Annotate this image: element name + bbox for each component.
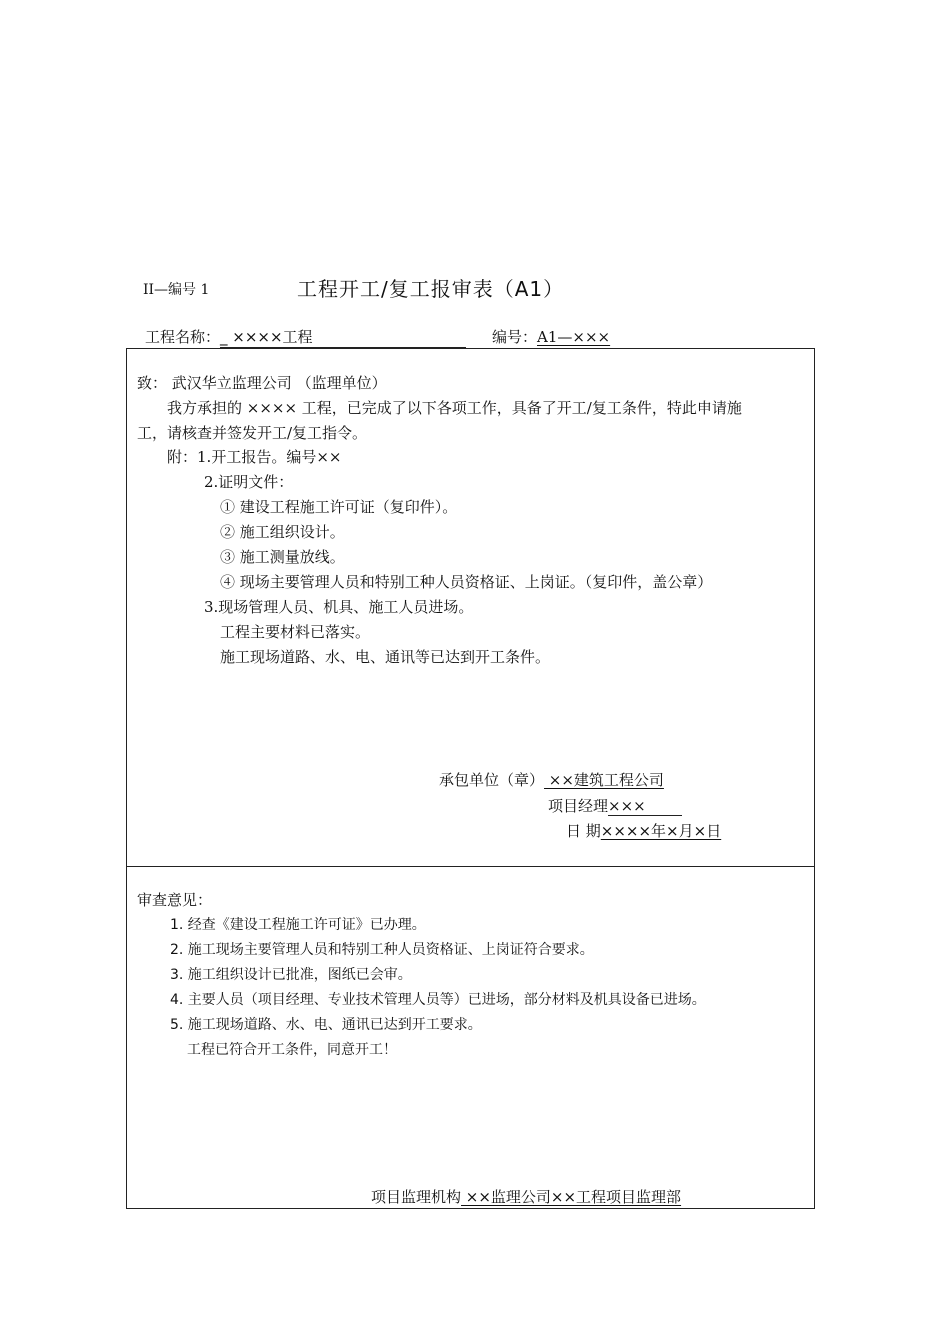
form-title: 工程开工/复工报审表（A1） [297, 277, 565, 301]
review-item-2: 2. 施工现场主要管理人员和特别工种人员资格证、上岗证符合要求。 [170, 942, 594, 958]
date-label: 日 期 [566, 822, 601, 840]
attachment-label: 附： [167, 448, 198, 466]
application-body-line1: 我方承担的 ×××× 工程，已完成了以下各项工作，具备了开工/复工条件，特此申请施 [167, 399, 742, 417]
addressee-label: 致： [137, 374, 168, 392]
attachment-3-line3: 施工现场道路、水、电、通讯等已达到开工条件。 [220, 648, 551, 666]
attachment-1: 1.开工报告。编号×× [197, 448, 342, 466]
form-number-value: A1—××× [537, 328, 611, 346]
contractor-value: ××建筑工程公司 [544, 771, 664, 789]
proof-item-2: ② 施工组织设计。 [220, 523, 345, 541]
review-item-3: 3. 施工组织设计已批准，图纸已会审。 [170, 967, 412, 983]
project-name-value: _ ××××工程 [220, 326, 466, 348]
date-row [566, 820, 721, 841]
manager-row [548, 795, 682, 816]
form-number-label: 编号： [492, 328, 538, 346]
attachment-2: 2.证明文件： [204, 473, 294, 491]
contractor-label: 承包单位（章） [439, 771, 545, 789]
review-item-4: 4. 主要人员（项目经理、专业技术管理人员等）已进场，部分材料及机具设备已进场。 [170, 992, 706, 1008]
addressee-row [137, 372, 387, 393]
attachment-3-line2: 工程主要材料已落实。 [220, 623, 371, 641]
review-item-1: 1. 经查《建设工程施工许可证》已办理。 [170, 917, 426, 933]
proof-item-3: ③ 施工测量放线。 [220, 548, 345, 566]
project-name-row [145, 326, 466, 348]
review-conclusion: 工程已符合开工条件，同意开工！ [187, 1042, 397, 1058]
manager-label: 项目经理 [548, 797, 609, 815]
supervisor-row [371, 1186, 681, 1207]
review-label: 审查意见： [137, 891, 213, 909]
form-number-row [492, 326, 610, 347]
proof-item-1: ① 建设工程施工许可证（复印件）。 [220, 498, 458, 516]
attachment-3: 3.现场管理人员、机具、施工人员进场。 [204, 598, 474, 616]
date-value: ××××年×月×日 [600, 822, 722, 840]
form-code: II—编号 1 [143, 282, 210, 298]
supervisor-label: 项目监理机构 [371, 1188, 462, 1206]
addressee-value: 武汉华立监理公司 （监理单位） [171, 374, 387, 392]
supervisor-value: ××监理公司××工程项目监理部 [461, 1188, 682, 1206]
application-body-line2: 工，请核查并签发开工/复工指令。 [137, 424, 368, 442]
project-name-label: 工程名称： [145, 328, 221, 346]
review-item-5: 5. 施工现场道路、水、电、通讯已达到开工要求。 [170, 1017, 482, 1033]
manager-value: ××× [608, 797, 682, 816]
contractor-row [439, 769, 664, 790]
attachment-1-row [167, 446, 341, 467]
proof-item-4: ④ 现场主要管理人员和特别工种人员资格证、上岗证。（复印件，盖公章） [220, 573, 713, 591]
